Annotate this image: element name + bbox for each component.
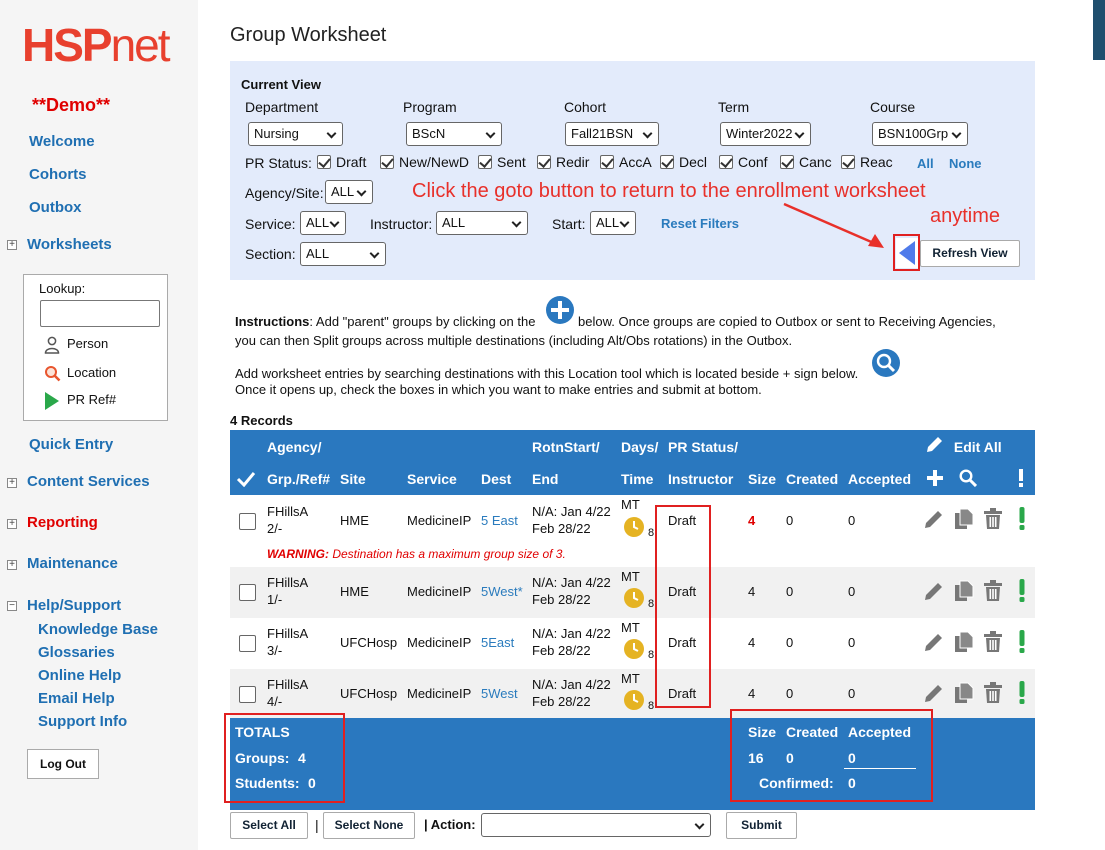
instructions-line3: Add worksheet entries by searching destinations with this Location tool which is located beside + sign below. [235,366,859,381]
pr-status-acca-label: AccA [619,154,652,170]
instructor-label: Instructor: [370,216,433,232]
instructions-line1 [235,312,535,331]
collapse-minus-icon[interactable]: − [7,601,17,611]
annotation-highlight-totals-left [224,713,345,803]
row-time: 8 [648,649,655,661]
totals-created-value: 0 [786,750,794,766]
row-status: Draft [668,584,697,599]
refresh-view-button[interactable]: Refresh View [920,240,1020,267]
row-agency: FHillsA [267,504,309,519]
totals-accepted-value: 0 [848,750,856,766]
lookup-pr-ref-label: PR Ref# [67,392,117,407]
clock-icon[interactable] [624,588,644,608]
expand-plus-icon[interactable]: + [7,560,17,570]
agency-site-label: Agency/Site: [245,185,324,201]
logout-button[interactable]: Log Out [27,749,99,779]
table-row[interactable] [230,567,1035,618]
copy-icon[interactable] [954,631,974,653]
nav-online-help[interactable]: Online Help [38,667,122,684]
pr-status-draft-label: Draft [336,154,367,170]
pr-status-canc[interactable] [780,154,832,170]
demo-label: **Demo** [32,95,111,115]
nav-cohorts[interactable]: Cohorts [29,166,87,183]
copy-icon[interactable] [954,580,974,602]
annotation-highlight-status [655,505,711,708]
row-days: MT [621,497,640,512]
pr-status-sent[interactable] [478,154,526,170]
nav-quick-entry[interactable]: Quick Entry [29,436,114,453]
pr-status-reac-label: Reac [860,154,893,170]
row-created: 0 [786,686,794,701]
edit-pencil-icon[interactable] [923,580,945,602]
select-none-status-link[interactable]: None [949,156,982,171]
pr-status-canc-label: Canc [799,154,832,170]
copy-icon[interactable] [954,682,974,704]
row-accepted: 0 [848,584,856,599]
logo-text-suffix: net [110,19,169,71]
cohort-select[interactable]: Fall21BSN [565,122,659,146]
totals-students-label: Students: [235,775,300,791]
row-created: 0 [786,513,794,528]
pr-status-reac[interactable] [841,154,893,170]
row-time: 8 [648,598,655,610]
checkbox-checked[interactable] [780,155,794,169]
checkbox-checked[interactable] [841,155,855,169]
header-instructor: Instructor [668,471,734,487]
department-label: Department [245,99,319,115]
trash-icon[interactable] [982,631,1004,653]
row-service: MedicineIP [407,513,472,528]
clock-icon[interactable] [624,690,644,710]
row-size: 4 [748,686,756,701]
header-agency: Agency/ [267,439,322,455]
row-checkbox[interactable] [239,686,256,703]
pr-status-conf[interactable] [719,154,768,170]
row-time: 8 [648,700,655,712]
add-plus-icon[interactable] [545,295,575,325]
table-row[interactable] [230,495,1035,567]
nav-support-info[interactable]: Support Info [38,713,128,730]
instructions-line1b: below. Once groups are copied to Outbox or sent to Receiving Agencies, [578,314,996,329]
row-time: 8 [648,527,655,539]
table-row[interactable] [230,618,1035,669]
annotation-highlight-goto [893,234,920,271]
expand-plus-icon[interactable]: + [7,519,17,529]
nav-maintenance[interactable]: Maintenance [27,555,118,572]
select-all-check-icon[interactable] [236,471,256,490]
pr-status-decl-label: Decl [679,154,708,170]
row-checkbox[interactable] [239,584,256,601]
submit-button[interactable]: Submit [726,812,797,839]
sidebar [0,0,198,850]
pencil-icon [924,435,944,455]
row-created: 0 [786,584,794,599]
service-select[interactable]: ALL [300,211,346,235]
exclamation-icon [1018,469,1024,490]
trash-icon[interactable] [982,580,1004,602]
totals-size-label: Size [748,724,777,740]
agency-site-select[interactable]: ALL [325,180,373,204]
checkbox-checked[interactable] [719,155,733,169]
reset-filters-link[interactable]: Reset Filters [661,216,740,231]
term-select[interactable]: Winter2022 [720,122,811,146]
totals-size-value: 16 [748,750,764,766]
nav-welcome[interactable]: Welcome [29,133,95,150]
edit-all-button[interactable] [924,435,1002,455]
current-view-title: Current View [241,77,321,92]
status-ok-exclamation-icon [1018,630,1026,654]
row-size: 4 [748,635,756,650]
checkbox-checked[interactable] [660,155,674,169]
status-ok-exclamation-icon [1018,681,1026,705]
edit-pencil-icon[interactable] [923,508,945,530]
row-created: 0 [786,635,794,650]
section-select[interactable]: ALL [300,242,386,266]
nav-knowledge-base[interactable]: Knowledge Base [38,621,159,638]
hspnet-logo[interactable] [22,19,169,71]
totals-groups-label: Groups: [235,750,290,766]
edit-all-label: Edit All [953,439,1002,455]
annotation-text-line1: Click the goto button to return to the enrollment worksheet [412,180,926,202]
checkbox-checked[interactable] [537,155,551,169]
nav-reporting[interactable]: Reporting [27,514,98,531]
copy-icon[interactable] [954,508,974,530]
nav-glossaries[interactable]: Glossaries [38,644,115,661]
totals-confirmed-value: 0 [848,775,856,791]
totals-groups-value: 4 [298,750,306,766]
table-header [230,430,1035,495]
instructions-line2: you can then Split groups across multiple destinations (including Alt/Obs rotations) in the Outbox. [235,333,793,348]
row-agency: FHillsA [267,626,309,641]
action-label: | Action: [424,817,476,832]
row-dest-link[interactable]: 5 East [481,513,518,528]
row-days: MT [621,620,640,635]
pr-status-label: PR Status: [245,155,312,171]
header-pr-status: PR Status/ [668,439,739,455]
header-accepted: Accepted [848,471,912,487]
row-accepted: 0 [848,635,856,650]
warning-label: WARNING: [267,547,329,561]
annotation-highlight-totals-right [730,709,933,802]
header-dest: Dest [481,471,512,487]
checkbox-checked[interactable] [600,155,614,169]
row-end: Feb 28/22 [532,643,591,658]
play-icon [44,392,60,410]
row-warning [267,547,566,561]
row-days: MT [621,569,640,584]
header-service: Service [407,471,457,487]
row-status: Draft [668,513,697,528]
pr-status-new[interactable] [380,154,469,170]
clock-icon[interactable] [624,517,644,537]
action-select[interactable] [481,813,711,837]
instructor-select[interactable]: ALL [436,211,528,235]
row-days: MT [621,671,640,686]
program-select[interactable]: BScN [406,122,502,146]
lookup-person-label: Person [67,336,109,351]
course-label: Course [870,99,916,115]
clock-icon[interactable] [624,639,644,659]
annotation-arrow-icon [780,200,890,252]
pr-status-sent-label: Sent [497,154,526,170]
pr-status-acca[interactable] [600,154,652,170]
row-dest-link[interactable]: 5West* [481,584,523,599]
row-end: Feb 28/22 [532,694,591,709]
pr-status-redir[interactable] [537,154,589,170]
row-start: N/A: Jan 4/22 [532,504,611,519]
row-grp: 1/- [267,592,283,607]
row-agency: FHillsA [267,575,309,590]
row-service: MedicineIP [407,635,472,650]
trash-icon[interactable] [982,682,1004,704]
nav-outbox[interactable]: Outbox [29,199,82,216]
nav-worksheets[interactable]: Worksheets [27,236,112,253]
lookup-input[interactable] [40,300,160,327]
pr-status-new-label: New/NewD [399,154,470,170]
row-dest-link[interactable]: 5West [481,686,518,701]
location-tool-icon[interactable] [871,348,901,378]
row-size: 4 [748,584,756,599]
lookup-pr-ref[interactable] [44,392,117,413]
totals-title: TOTALS [235,724,290,740]
expand-plus-icon[interactable]: + [7,240,17,250]
totals-confirmed-label: Confirmed: [759,775,834,791]
program-label: Program [403,99,457,115]
row-service: MedicineIP [407,584,472,599]
instructions-line4: Once it opens up, check the boxes in which you want to make entries and submit at bottom. [235,382,762,397]
row-accepted: 0 [848,686,856,701]
row-start: N/A: Jan 4/22 [532,575,611,590]
row-end: Feb 28/22 [532,521,591,536]
nav-content-services[interactable]: Content Services [27,473,150,490]
status-ok-exclamation-icon [1018,579,1026,603]
header-rotn-start: RotnStart/ [532,439,600,455]
page-title: Group Worksheet [230,24,387,46]
totals-students-value: 0 [308,775,316,791]
lookup-location[interactable] [44,365,117,385]
lookup-person[interactable] [44,336,109,357]
annotation-text-line2: anytime [930,205,1001,227]
row-agency: FHillsA [267,677,309,692]
row-grp: 2/- [267,521,283,536]
add-group-icon[interactable] [927,470,943,489]
header-size: Size [748,471,777,487]
section-label: Section: [245,246,296,262]
course-select[interactable]: BSN100Grp [872,122,968,146]
nav-help-support[interactable]: Help/Support [27,597,122,614]
checkbox-checked[interactable] [317,155,331,169]
row-size-warning: 4 [748,513,756,528]
totals-created-label: Created [786,724,839,740]
row-status: Draft [668,635,697,650]
edit-pencil-icon[interactable] [923,631,945,653]
service-label: Service: [245,216,296,232]
instructions-text-a: : Add "parent" groups by clicking on the [309,314,536,329]
row-checkbox[interactable] [239,513,256,530]
pr-status-conf-label: Conf [738,154,768,170]
header-site: Site [340,471,366,487]
row-site: UFCHosp [340,635,398,650]
person-icon [44,336,60,354]
start-label: Start: [552,216,586,232]
row-grp: 4/- [267,694,283,709]
row-service: MedicineIP [407,686,472,701]
start-select[interactable]: ALL [590,211,636,235]
lookup-panel [23,274,168,421]
row-start: N/A: Jan 4/22 [532,626,611,641]
lookup-title: Lookup: [39,281,86,296]
header-grp-ref: Grp./Ref# [267,471,331,487]
records-count: 4 Records [230,413,293,428]
expand-plus-icon[interactable]: + [7,478,17,488]
lookup-location-label: Location [67,365,117,380]
status-ok-exclamation-icon [1018,507,1026,531]
header-created: Created [786,471,839,487]
cohort-label: Cohort [564,99,607,115]
department-select[interactable]: Nursing [248,122,343,146]
select-all-button[interactable]: Select All [230,812,308,839]
logo-text-main: HSP [22,19,111,71]
footer-separator: | [315,817,319,833]
term-label: Term [718,99,750,115]
trash-icon[interactable] [982,508,1004,530]
row-status: Draft [668,686,697,701]
window-edge-strip [1093,0,1105,60]
row-end: Feb 28/22 [532,592,591,607]
search-icon[interactable] [959,469,977,490]
row-site: UFCHosp [340,686,398,701]
row-site: HME [340,584,369,599]
row-checkbox[interactable] [239,635,256,652]
checkbox-checked[interactable] [478,155,492,169]
checkbox-checked[interactable] [380,155,394,169]
totals-accepted-label: Accepted [848,724,912,740]
row-accepted: 0 [848,513,856,528]
instructions-label: Instructions [235,314,310,329]
pr-status-draft[interactable] [317,154,366,170]
select-all-status-link[interactable]: All [917,156,934,171]
header-time: Time [621,471,654,487]
pr-status-decl[interactable] [660,154,707,170]
header-end: End [532,471,559,487]
pr-status-redir-label: Redir [556,154,590,170]
nav-email-help[interactable]: Email Help [38,690,115,707]
row-start: N/A: Jan 4/22 [532,677,611,692]
row-grp: 3/- [267,643,283,658]
edit-pencil-icon[interactable] [923,682,945,704]
header-days: Days/ [621,439,659,455]
warning-text: Destination has a maximum group size of 3. [332,547,566,561]
row-dest-link[interactable]: 5East [481,635,515,650]
location-search-icon [44,365,61,382]
row-site: HME [340,513,369,528]
select-none-button[interactable]: Select None [323,812,415,839]
